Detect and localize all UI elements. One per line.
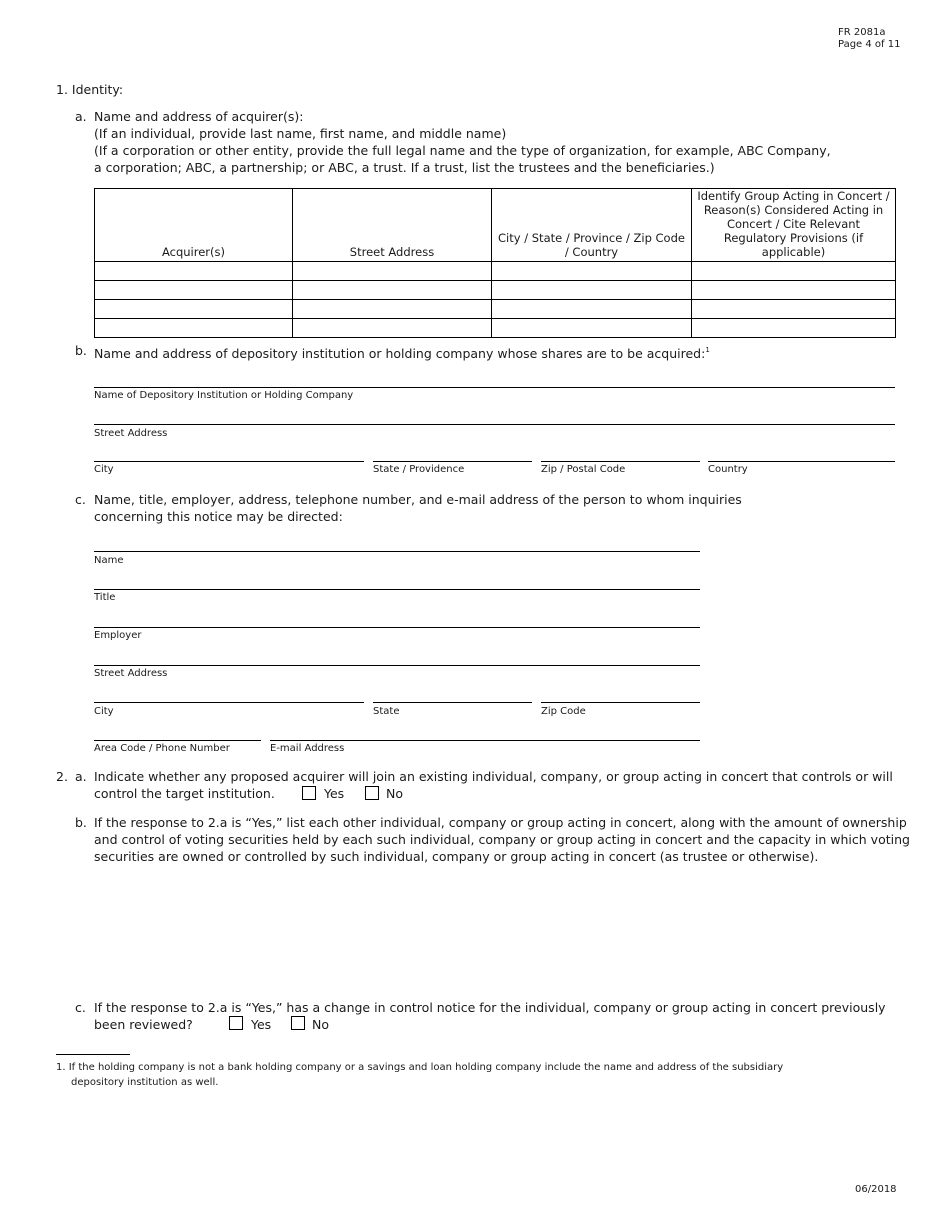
item-2a-no-checkbox[interactable] xyxy=(365,786,379,800)
table-cell[interactable] xyxy=(95,300,293,319)
item-1a-line-1: Name and address of acquirer(s): xyxy=(94,109,304,124)
form-id: FR 2081a xyxy=(838,27,886,38)
contact-name-label: Name xyxy=(94,555,124,566)
table-row xyxy=(95,281,896,300)
item-2a-line-2: control the target institution. xyxy=(94,786,275,801)
item-1a-letter: a. xyxy=(75,109,87,124)
depository-city-label: City xyxy=(94,464,114,475)
contact-phone-field[interactable] xyxy=(94,740,261,741)
item-1c-line-1: Name, title, employer, address, telephone number, and e-mail address of the person to whom inquiries xyxy=(94,492,742,507)
item-1a-line-4: a corporation; ABC, a partnership; or ABC, a trust. If a trust, list the trustees and the beneficiaries.) xyxy=(94,160,715,175)
col-city-state-zip: City / State / Province / Zip Code / Country xyxy=(492,189,692,262)
item-2b-line-3: securities are owned or controlled by such individual, company or group acting in concert (as trustee or otherwise). xyxy=(94,849,819,864)
table-cell[interactable] xyxy=(293,262,492,281)
item-2c-no-checkbox[interactable] xyxy=(291,1016,305,1030)
table-row xyxy=(95,319,896,338)
col-street-address: Street Address xyxy=(293,189,492,262)
item-2a-no-label: No xyxy=(386,786,403,801)
item-2a-yes-checkbox[interactable] xyxy=(302,786,316,800)
item-2b-text xyxy=(94,814,910,865)
item-1c-line-2: concerning this notice may be directed: xyxy=(94,509,343,524)
contact-email-field[interactable] xyxy=(270,740,700,741)
item-2c-text xyxy=(94,999,886,1033)
acquirer-table-header xyxy=(95,189,896,262)
table-cell[interactable] xyxy=(692,300,896,319)
depository-state-label: State / Providence xyxy=(373,464,465,475)
contact-city-field[interactable] xyxy=(94,702,364,703)
table-cell[interactable] xyxy=(293,319,492,338)
table-cell[interactable] xyxy=(492,281,692,300)
depository-state-field[interactable] xyxy=(373,461,532,462)
contact-name-field[interactable] xyxy=(94,551,700,552)
footnote-line-2: depository institution as well. xyxy=(71,1077,219,1088)
table-cell[interactable] xyxy=(692,319,896,338)
item-1c-letter: c. xyxy=(75,492,86,507)
item-2a-line-1: Indicate whether any proposed acquirer will join an existing individual, company, or group acting in concert that controls or will xyxy=(94,769,893,784)
depository-zip-field[interactable] xyxy=(541,461,700,462)
item-2a-letter: a. xyxy=(75,769,87,784)
contact-title-label: Title xyxy=(94,592,116,603)
item-2c-yes-label: Yes xyxy=(251,1017,272,1032)
revision-date: 06/2018 xyxy=(855,1184,897,1195)
contact-state-label: State xyxy=(373,706,400,717)
section-1-title: 1. Identity: xyxy=(56,82,124,97)
table-cell[interactable] xyxy=(492,262,692,281)
item-1b-text xyxy=(94,342,710,362)
table-cell[interactable] xyxy=(692,281,896,300)
depository-name-label: Name of Depository Institution or Holding Company xyxy=(94,390,354,401)
table-cell[interactable] xyxy=(492,319,692,338)
contact-state-field[interactable] xyxy=(373,702,532,703)
table-cell[interactable] xyxy=(692,262,896,281)
table-cell[interactable] xyxy=(95,319,293,338)
item-2c-no-label: No xyxy=(312,1017,329,1032)
contact-street-field[interactable] xyxy=(94,665,700,666)
item-2c-letter: c. xyxy=(75,1000,86,1015)
depository-name-field[interactable] xyxy=(94,387,895,388)
col-acquirer: Acquirer(s) xyxy=(95,189,293,262)
item-2c-yes-checkbox[interactable] xyxy=(229,1016,243,1030)
item-2b-response-area[interactable] xyxy=(94,870,895,990)
item-2b-line-1: If the response to 2.a is “Yes,” list each other individual, company or group acting in concert, along with the amount of ownership xyxy=(94,815,907,830)
table-row xyxy=(95,300,896,319)
contact-phone-label: Area Code / Phone Number xyxy=(94,743,230,754)
table-cell[interactable] xyxy=(95,281,293,300)
depository-country-field[interactable] xyxy=(708,461,895,462)
item-1b-letter: b. xyxy=(75,343,87,358)
depository-street-label: Street Address xyxy=(94,428,168,439)
item-2b-line-2: and control of voting securities held by each such individual, company or group acting in concert and the capacity in which voting xyxy=(94,832,910,847)
contact-title-field[interactable] xyxy=(94,589,700,590)
depository-street-field[interactable] xyxy=(94,424,895,425)
contact-email-label: E-mail Address xyxy=(270,743,345,754)
footnote-text xyxy=(56,1060,783,1090)
table-cell[interactable] xyxy=(293,300,492,319)
section-2-number: 2. xyxy=(56,769,68,784)
item-1a-line-3: (If a corporation or other entity, provide the full legal name and the type of organization, for example, ABC Company, xyxy=(94,143,831,158)
contact-employer-label: Employer xyxy=(94,630,142,641)
contact-employer-field[interactable] xyxy=(94,627,700,628)
item-2c-line-1: If the response to 2.a is “Yes,” has a change in control notice for the individual, company or group acting in concert previously xyxy=(94,1000,886,1015)
item-2b-letter: b. xyxy=(75,815,87,830)
depository-country-label: Country xyxy=(708,464,748,475)
footnote-line-1: 1. If the holding company is not a bank holding company or a savings and loan holding company include the name and address of the subsidiary xyxy=(56,1062,784,1073)
table-cell[interactable] xyxy=(492,300,692,319)
item-1c-text xyxy=(94,491,742,525)
footnote-ref: 1 xyxy=(705,346,710,354)
item-2c-line-2: been reviewed? xyxy=(94,1017,193,1032)
item-1b-question: Name and address of depository institution or holding company whose shares are to be acquired: xyxy=(94,346,706,361)
depository-city-field[interactable] xyxy=(94,461,364,462)
table-cell[interactable] xyxy=(293,281,492,300)
item-2a-yes-label: Yes xyxy=(324,786,345,801)
footnote-divider xyxy=(56,1054,130,1055)
contact-city-label: City xyxy=(94,706,114,717)
item-1a-text xyxy=(94,108,831,176)
item-1a-line-2: (If an individual, provide last name, first name, and middle name) xyxy=(94,126,507,141)
contact-zip-label: Zip Code xyxy=(541,706,586,717)
page-number: Page 4 of 11 xyxy=(838,39,901,50)
depository-zip-label: Zip / Postal Code xyxy=(541,464,626,475)
item-2a-text xyxy=(94,768,893,802)
acquirer-table xyxy=(94,188,896,338)
table-row xyxy=(95,262,896,281)
contact-zip-field[interactable] xyxy=(541,702,700,703)
table-cell[interactable] xyxy=(95,262,293,281)
col-group-acting-in-concert: Identify Group Acting in Concert / Reason(s) Considered Acting in Concert / Cite Relevant Regulatory Provisions (if applicable) xyxy=(692,189,896,262)
contact-street-label: Street Address xyxy=(94,668,168,679)
